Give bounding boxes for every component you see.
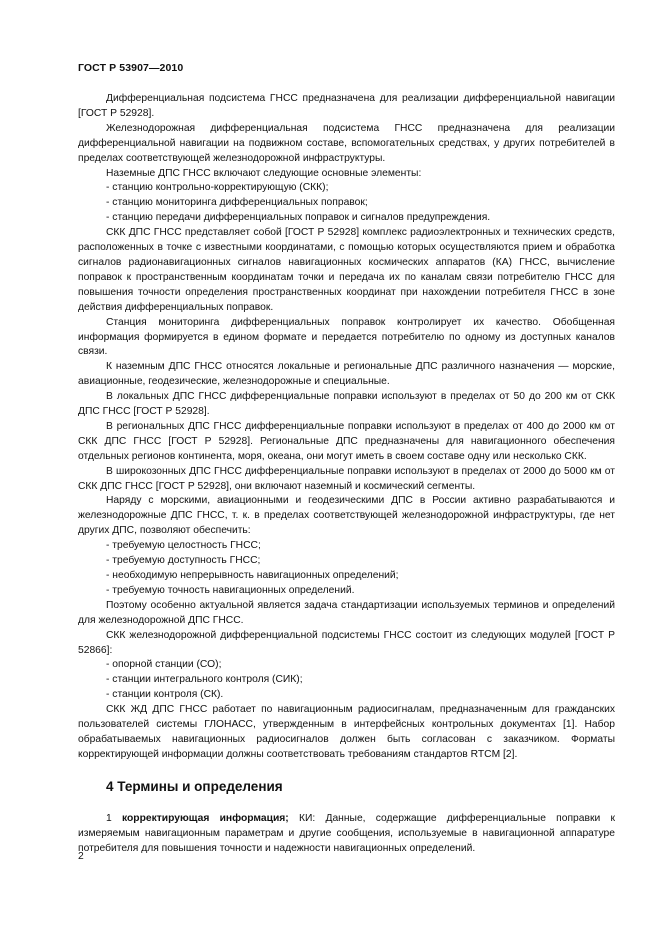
paragraph: Наряду с морскими, авиационными и геодезическими ДПС в России активно разрабатываются и железнодорожные ДПС ГНСС, т. к. в пределах соответствующей железнодорожной инфраструктуры, где нет других ДПС, позволяют обеспечить: [78, 495, 615, 537]
paragraph: СКК железнодорожной дифференциальной подсистемы ГНСС состоит из следующих модулей [ГОСТ Р 52866]: [78, 629, 615, 656]
term-number: 1 [106, 812, 112, 824]
section-heading: 4 Термины и определения [106, 778, 283, 794]
list-item: - станцию передачи дифференциальных поправок и сигналов предупреждения. [78, 211, 615, 226]
term-body: КИ: Данные, содержащие дифференциальные поправки к измеряемым навигационным параметрам и другие сообщения, используемые в навигационной аппаратуре потребителя для повышения точности и надежности навигационных определений. [78, 812, 615, 854]
page-number: 2 [78, 851, 84, 862]
paragraph: СКК ДПС ГНСС представляет собой [ГОСТ Р 52928] комплекс радиоэлектронных и технических средств, расположенных в точке с известными координатами, с помощью которых осуществляются прием и обработка сигналов радионавигационных сигналов навигационных космических аппаратов (КА) ГНСС, вычисление поправок к пространственным координатам точки и передача их по каналам связи потребителю ГНСС для повышения точности определения пространственных координат при нахождении потребителя ГНСС в зоне действия дифференциальных поправок. [78, 227, 615, 313]
list-item: - станции контроля (СК). [78, 688, 615, 703]
list-item: - станцию мониторинга дифференциальных поправок; [78, 196, 615, 211]
paragraph: Поэтому особенно актуальной является задача стандартизации используемых терминов и определений для железнодорожной ДПС ГНСС. [78, 599, 615, 626]
paragraph: В локальных ДПС ГНСС дифференциальные поправки используют в пределах от 50 до 200 км от СКК ДПС ГНСС [ГОСТ Р 52928]. [78, 391, 615, 418]
document-body [78, 92, 615, 856]
paragraph: Дифференциальная подсистема ГНСС предназначена для реализации дифференциальной навигации [ГОСТ Р 52928]. [78, 93, 615, 119]
list-item: - требуемую целостность ГНСС; [78, 539, 615, 554]
ground-elements-list [78, 181, 615, 226]
document-header: ГОСТ Р 53907—2010 [78, 62, 184, 74]
paragraph: Железнодорожная дифференциальная подсистема ГНСС предназначена для реализации дифференциальной навигации на подвижном составе, вспомогательных средствах, у других потребителей в пределах соответствующей железнодорожной инфраструктуры. [78, 122, 615, 164]
list-item: - требуемую доступность ГНСС; [78, 554, 615, 569]
requirements-list [78, 539, 615, 599]
paragraph: В региональных ДПС ГНСС дифференциальные поправки используют в пределах от 400 до 2000 км от СКК ДПС ГНСС [ГОСТ Р 52928]. Региональные ДПС предназначены для навигационного обеспечения отдельных регионов континента, моря, океана, они могут иметь в своем составе одну или несколько СКК. [78, 420, 615, 462]
paragraph: В широкозонных ДПС ГНСС дифференциальные поправки используют в пределах от 2000 до 5000 км от СКК ДПС ГНСС [ГОСТ Р 52928], они включают наземный и космический сегменты. [78, 465, 615, 492]
paragraph: К наземным ДПС ГНСС относятся локальные и региональные ДПС различного назначения — морские, авиационные, геодезические, железнодорожные и специальные. [78, 361, 615, 388]
modules-list [78, 658, 615, 703]
list-item: - станцию контрольно-корректирующую (СКК); [78, 181, 615, 196]
list-item: - опорной станции (СО); [78, 658, 615, 673]
list-item: - станции интегрального контроля (СИК); [78, 673, 615, 688]
paragraph: Наземные ДПС ГНСС включают следующие основные элементы: [106, 167, 422, 179]
list-item: - необходимую непрерывность навигационных определений; [78, 569, 615, 584]
paragraph: СКК ЖД ДПС ГНСС работает по навигационным радиосигналам, предназначенным для гражданских пользователей системы ГЛОНАСС, утвержденным в интерфейсных контрольных документах [1]. Набор обрабатываемых навигационных радиосигналов должен быть согласован с заказчиком. Форматы корректирующей информации должны соответствовать требованиям стандартов RTCM [2]. [78, 704, 615, 760]
term-definition [78, 812, 615, 857]
paragraph: Станция мониторинга дифференциальных поправок контролирует их качество. Обобщенная информация формируется в едином формате и передается потребителю по одному из доступных каналов связи. [78, 316, 615, 358]
term-name: корректирующая информация; [121, 812, 289, 824]
list-item: - требуемую точность навигационных определений. [78, 584, 615, 599]
